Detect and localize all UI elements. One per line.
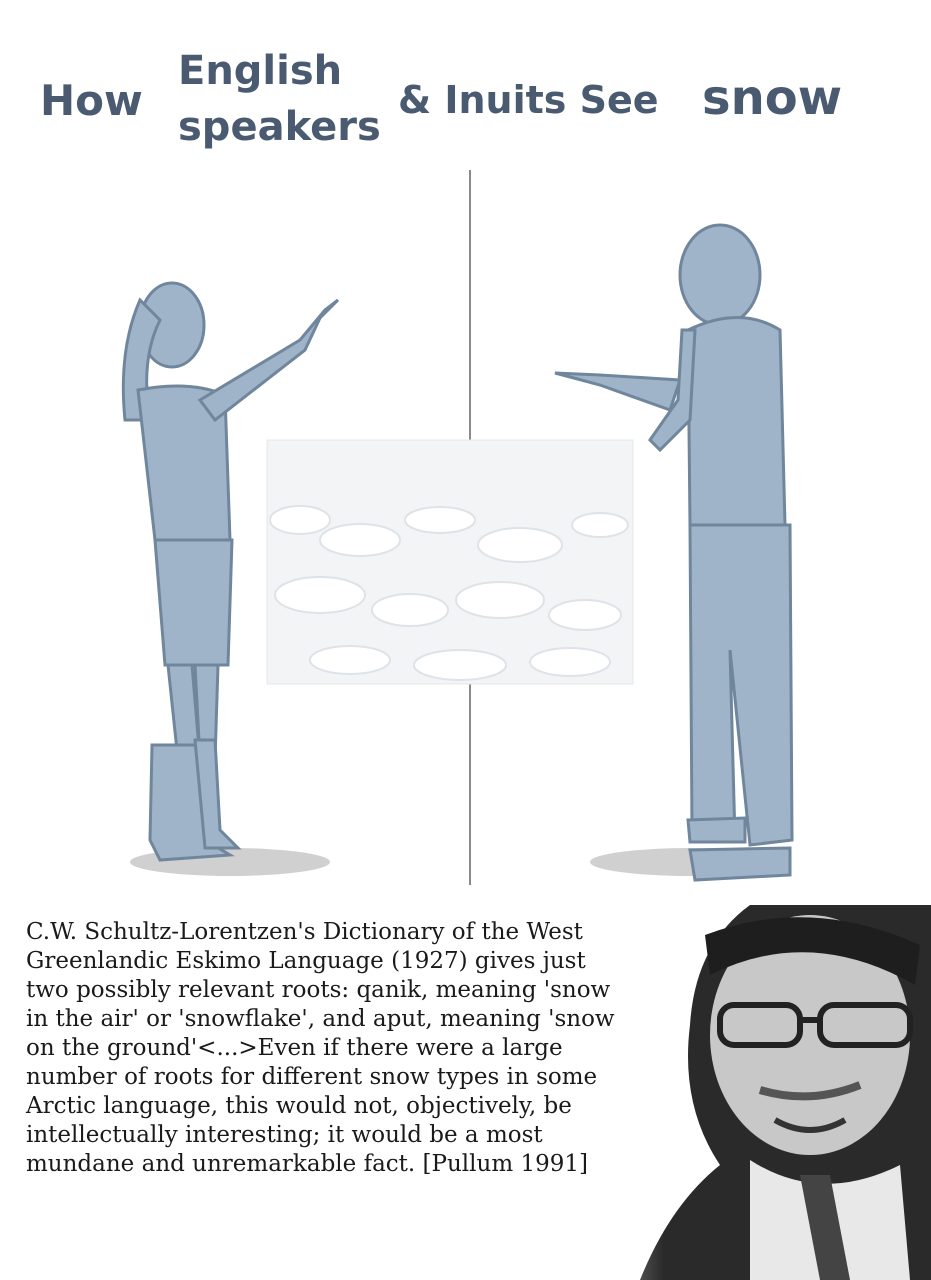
snow-image	[267, 440, 633, 684]
title-snow: snow	[702, 70, 843, 126]
title-speakers: speakers	[178, 104, 381, 150]
title-how: How	[40, 76, 143, 125]
quote-caption: C.W. Schultz-Lorentzen's Dictionary of the West Greenlandic Eskimo Language (1927) gives just two possibly relevant roots: qanik, meaning 'snow in the air' or 'snowflake', and aput, meaning 'snow on the ground'<...>Even if there were a large number of roots for different snow types in some Arctic language, this would not, objectively, be intellectually interesting; it would be a most mundane and unremarkable fact. [Pullum 1991]	[26, 919, 615, 1177]
title-english: English	[178, 48, 343, 94]
meme-illustration	[0, 160, 931, 900]
title-inuits-see: & Inuits See	[398, 78, 659, 122]
